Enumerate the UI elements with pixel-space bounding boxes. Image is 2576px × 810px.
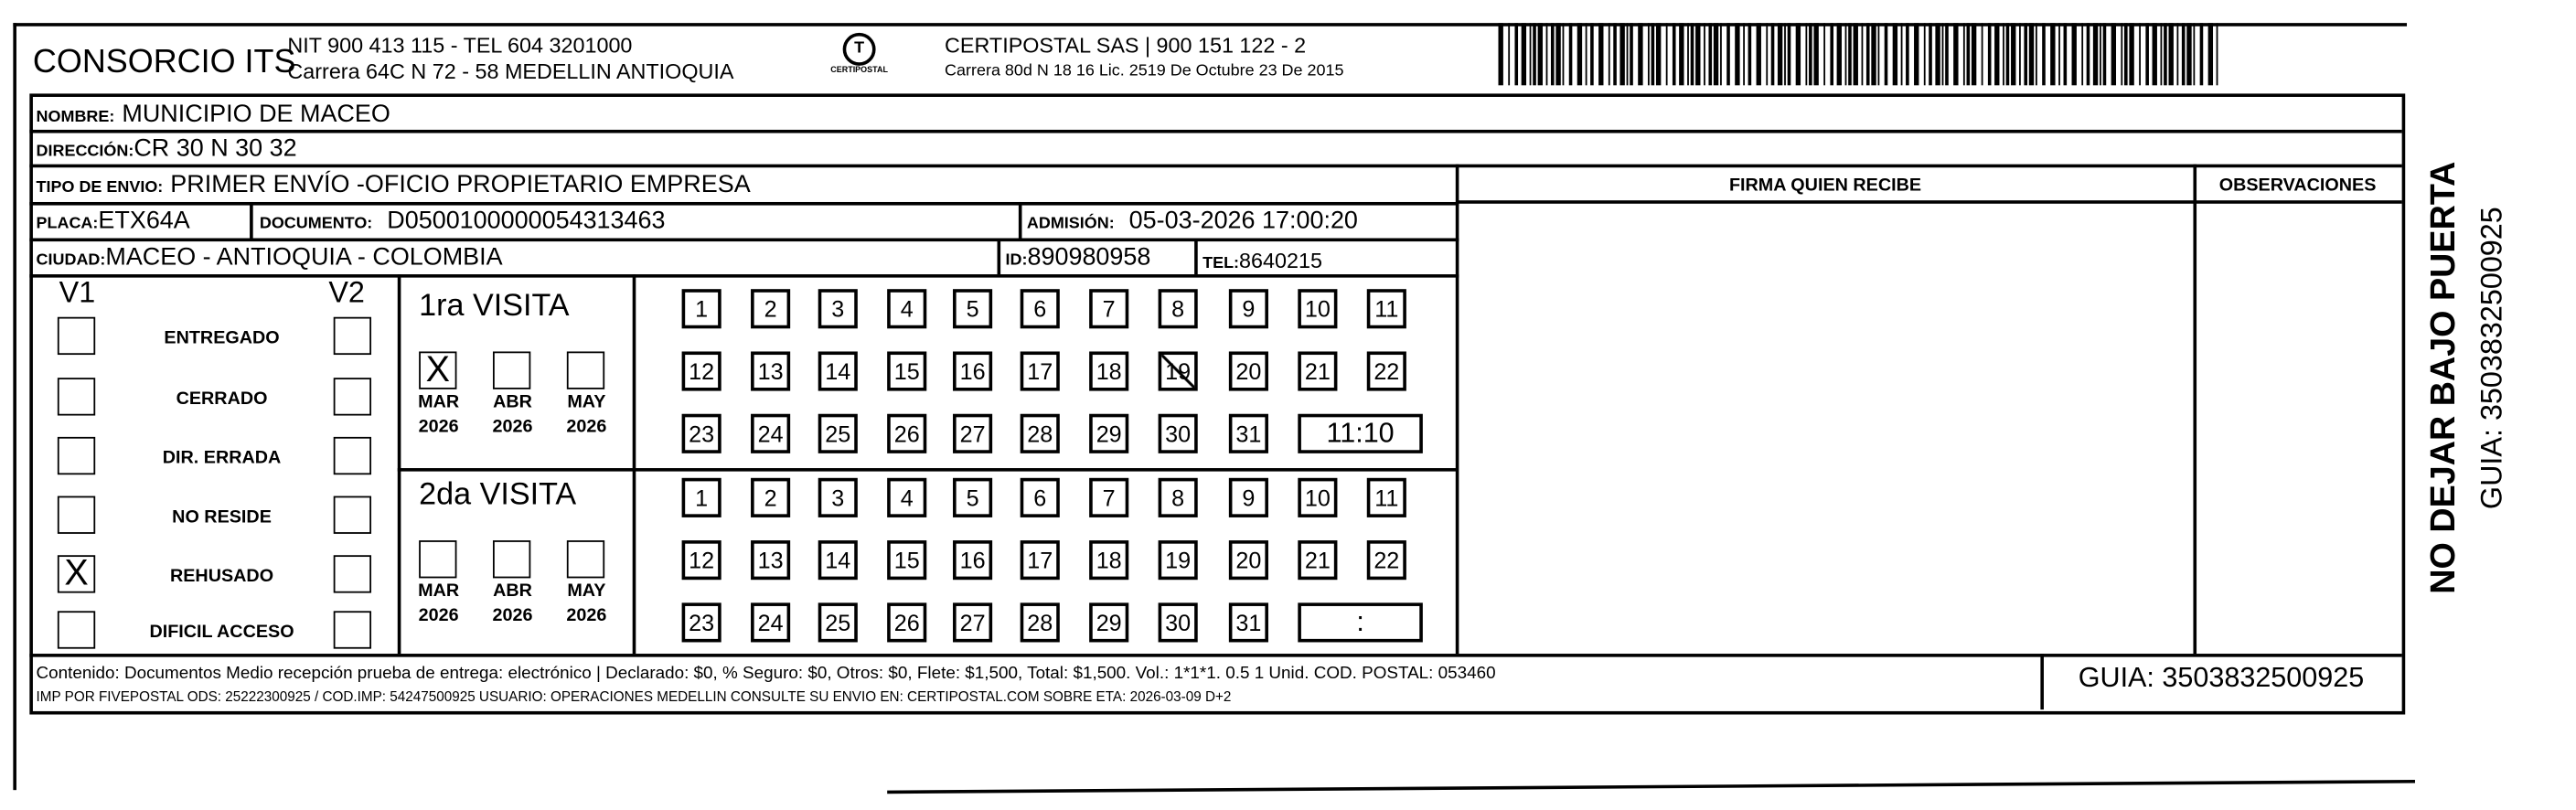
documento-value: D0500100000054313463 [387, 207, 666, 235]
barcode-bar [1609, 23, 1610, 85]
tel-value: 8640215 [1239, 248, 1322, 273]
month-label: MAR [418, 581, 460, 602]
barcode-bar [1862, 23, 1864, 85]
barcode-bar [1627, 23, 1629, 85]
v1-header: V1 [59, 275, 96, 309]
direccion-label: DIRECCIÓN: [36, 143, 134, 162]
v1-checkbox[interactable] [58, 437, 95, 474]
day-box[interactable]: 15 [887, 351, 926, 390]
observaciones-header: OBSERVACIONES [2218, 176, 2377, 196]
day-box[interactable]: 2 [751, 478, 790, 517]
tel-row [1202, 246, 1322, 275]
day-box[interactable]: 28 [1021, 602, 1060, 642]
barcode-bar [1619, 23, 1624, 85]
barcode-bar [2042, 23, 2046, 85]
barcode-bar [1766, 23, 1768, 85]
barcode-bar [1942, 23, 1944, 85]
documento-label: DOCUMENTO: [259, 215, 373, 234]
signature-area[interactable] [1459, 204, 2191, 652]
day-box[interactable]: 11 [1367, 478, 1406, 517]
day-box[interactable]: 25 [818, 414, 858, 453]
company-name: CONSORCIO ITS [32, 44, 296, 81]
barcode-bar [1901, 23, 1903, 85]
barcode-bar [2058, 23, 2060, 85]
barcode-bar [1546, 23, 1548, 85]
day-box[interactable]: 9 [1229, 289, 1268, 328]
v2-header: V2 [328, 275, 365, 309]
barcode-bar [1720, 23, 1722, 85]
month-label: ABR [493, 392, 532, 412]
day-box[interactable]: 15 [887, 540, 926, 580]
ciudad-row [37, 243, 503, 272]
nombre-value: MUNICIPIO DE MACEO [122, 100, 390, 129]
day-box[interactable]: 3 [818, 289, 858, 328]
carrier-line2: Carrera 80d N 18 16 Lic. 2519 De Octubre 23 De 2015 [945, 62, 1344, 81]
barcode-bar [1695, 23, 1700, 85]
barcode-bar [2081, 23, 2083, 85]
day-box[interactable]: 1 [682, 289, 721, 328]
barcode-bar [1704, 23, 1705, 85]
day-box[interactable]: 7 [1089, 289, 1128, 328]
day-box[interactable]: 25 [818, 602, 858, 642]
barcode-bar [2169, 23, 2174, 85]
barcode-bar [1963, 23, 1965, 85]
placa-value: ETX64A [98, 207, 190, 235]
barcode-bar [1530, 23, 1532, 85]
barcode-bar [1714, 23, 1718, 85]
barcode-bar [1823, 23, 1825, 85]
day-box[interactable]: 28 [1021, 414, 1060, 453]
day-box[interactable]: 5 [953, 478, 992, 517]
barcode-bar [1651, 23, 1655, 85]
barcode-bar [2164, 23, 2167, 85]
barcode-bar [1613, 23, 1617, 85]
barcode-bar [1929, 23, 1932, 85]
company-info [287, 33, 733, 85]
barcode-bar [1648, 23, 1650, 85]
day-box[interactable]: 22 [1367, 540, 1406, 580]
company-line2: Carrera 64C N 72 - 58 MEDELLIN ANTIOQUIA [287, 59, 734, 84]
barcode-bar [2121, 23, 2122, 85]
nombre-label: NOMBRE: [36, 108, 115, 127]
status-label: NO RESIDE [172, 507, 272, 528]
month-label: MAR [418, 392, 460, 412]
barcode-bar [1778, 23, 1782, 85]
day-box[interactable]: 16 [953, 540, 992, 580]
day-box[interactable]: 27 [953, 414, 992, 453]
day-box[interactable]: 30 [1159, 602, 1198, 642]
barcode-bar [1771, 23, 1775, 85]
barcode-bar [1538, 23, 1543, 85]
barcode-bar [1551, 23, 1555, 85]
certipostal-logo: T CERTIPOSTAL [827, 33, 893, 76]
day-box[interactable]: 26 [887, 602, 926, 642]
barcode-bar [1748, 23, 1752, 85]
barcode-bar [2011, 23, 2015, 85]
footer-contents: Contenido: Documentos Medio recepción prueba de entrega: electrónico | Declarado: $0, % Seguro: $0, Otros: $0, Flete: $1,500, Total: $1,500. Vol.: 1*1*1. 0.5 1 Unid. COD. POSTAL: 053460 [36, 663, 1496, 684]
observations-area[interactable] [2197, 204, 2397, 652]
barcode-bar [1784, 23, 1786, 85]
barcode-bar [1630, 23, 1633, 85]
day-box[interactable]: 5 [953, 289, 992, 328]
day-box[interactable]: 8 [1159, 478, 1198, 517]
barcode-bar [2050, 23, 2055, 85]
tel-label: TEL: [1202, 254, 1240, 273]
v1-checkbox[interactable] [58, 611, 95, 648]
direccion-row [37, 134, 297, 164]
barcode-bar [1708, 23, 1712, 85]
barcode-bar [1935, 23, 1940, 85]
v2-checkbox[interactable] [334, 317, 371, 355]
day-box[interactable]: 17 [1021, 540, 1060, 580]
barcode-bar [1514, 23, 1518, 85]
barcode-bar [1522, 23, 1526, 85]
month-label: MAY [567, 581, 606, 602]
barcode-bar [1953, 23, 1958, 85]
barcode-bar [1796, 23, 1801, 85]
barcode-bar [1656, 23, 1661, 85]
day-box[interactable]: 14 [818, 351, 858, 390]
barcode-bar [2006, 23, 2010, 85]
day-box[interactable]: 29 [1089, 414, 1128, 453]
barcode-bar [2186, 23, 2191, 85]
barcode-bar [2129, 23, 2133, 85]
barcode-bar [1878, 23, 1880, 85]
footer-guia: GUIA: 3503832500925 [2078, 662, 2365, 694]
placa-label: PLACA: [36, 215, 99, 234]
day-box[interactable]: 12 [682, 351, 721, 390]
id-row [1006, 243, 1151, 272]
day-box[interactable]: 2 [751, 289, 790, 328]
day-box[interactable]: 13 [751, 351, 790, 390]
day-box[interactable]: 6 [1021, 478, 1060, 517]
firma-header: FIRMA QUIEN RECIBE [1728, 176, 1922, 196]
time-box[interactable]: : [1298, 602, 1423, 642]
v1-checkbox[interactable] [58, 496, 95, 534]
barcode-bar [1666, 23, 1668, 85]
month-checkbox[interactable] [567, 540, 604, 578]
day-box[interactable]: 20 [1229, 351, 1268, 390]
barcode-bar [1924, 23, 1926, 85]
barcode-bar [1805, 23, 1807, 85]
side-guia: GUIA: 3503832500925 [2474, 207, 2508, 510]
day-box[interactable]: 24 [751, 414, 790, 453]
nombre-row [37, 101, 390, 130]
id-value: 890980958 [1027, 242, 1151, 272]
barcode-bar [1866, 23, 1870, 85]
barcode-bar [1885, 23, 1888, 85]
barcode-bar [1726, 23, 1730, 85]
v2-checkbox[interactable] [334, 437, 371, 474]
month-checkbox[interactable] [493, 351, 530, 389]
barcode [1498, 23, 2229, 85]
year-label: 2026 [492, 417, 533, 437]
day-box[interactable]: 27 [953, 602, 992, 642]
day-box[interactable]: 13 [751, 540, 790, 580]
barcode-bar [2003, 23, 2004, 85]
day-box[interactable]: 10 [1298, 289, 1337, 328]
barcode-bar [2072, 23, 2077, 85]
documento-row [260, 207, 666, 236]
ciudad-value: MACEO - ANTIOQUIA - COLOMBIA [105, 242, 503, 272]
month-label: MAY [567, 392, 606, 412]
month-checkbox[interactable] [419, 540, 456, 578]
month-checkbox[interactable] [567, 351, 604, 389]
day-box[interactable]: 10 [1298, 478, 1337, 517]
barcode-bar [2208, 23, 2213, 85]
day-box[interactable]: 17 [1021, 351, 1060, 390]
barcode-bar [1743, 23, 1745, 85]
day-box[interactable]: 21 [1298, 540, 1337, 580]
status-label: CERRADO [176, 389, 268, 410]
id-label: ID: [1005, 250, 1028, 270]
admision-value: 05-03-2026 17:00:20 [1128, 207, 1358, 235]
status-label: ENTREGADO [164, 328, 280, 348]
barcode-bar [1735, 23, 1739, 85]
barcode-bar [1569, 23, 1573, 85]
barcode-bar [1598, 23, 1603, 85]
year-label: 2026 [418, 605, 459, 626]
admision-label: ADMISIÓN: [1026, 215, 1115, 234]
barcode-bar [1871, 23, 1876, 85]
barcode-bar [1830, 23, 1833, 85]
barcode-bar [2029, 23, 2034, 85]
year-label: 2026 [566, 417, 607, 437]
day-box[interactable]: 11 [1367, 289, 1406, 328]
day-box[interactable]: 9 [1229, 478, 1268, 517]
barcode-bar [1854, 23, 1858, 85]
barcode-bar [1508, 23, 1510, 85]
barcode-bar [2024, 23, 2027, 85]
barcode-bar [2100, 23, 2101, 85]
barcode-bar [2111, 23, 2116, 85]
placa-row [37, 207, 190, 236]
barcode-bar [1982, 23, 1983, 85]
barcode-bar [1533, 23, 1536, 85]
v2-checkbox[interactable] [334, 555, 371, 592]
day-box[interactable]: 22 [1367, 351, 1406, 390]
footer-imp: IMP POR FIVEPOSTAL ODS: 25222300925 / COD.IMP: 54247500925 USUARIO: OPERACIONES MEDELLIN CONSULTE SU ENVIO EN: CERTIPOSTAL.COM SOBRE ETA: 2026-03-09 D+2 [36, 687, 1232, 705]
month-label: ABR [493, 581, 532, 602]
month-checkbox[interactable] [493, 540, 530, 578]
barcode-bar [1967, 23, 1971, 85]
barcode-bar [2153, 23, 2157, 85]
barcode-bar [2103, 23, 2107, 85]
year-label: 2026 [566, 605, 607, 626]
v2-checkbox[interactable] [334, 496, 371, 534]
barcode-bar [1945, 23, 1949, 85]
barcode-bar [1893, 23, 1897, 85]
visit-title: 2da VISITA [419, 477, 577, 513]
tipo-label: TIPO DE ENVIO: [36, 178, 164, 197]
carrier-line1: CERTIPOSTAL SAS | 900 151 122 - 2 [945, 32, 1307, 58]
day-box[interactable]: 18 [1089, 351, 1128, 390]
company-line1: NIT 900 413 115 - TEL 604 3201000 [287, 32, 633, 58]
day-box[interactable]: 23 [682, 414, 721, 453]
barcode-bar [1679, 23, 1683, 85]
barcode-bar [1845, 23, 1847, 85]
barcode-bar [1837, 23, 1842, 85]
v2-checkbox[interactable] [334, 611, 371, 648]
day-box[interactable]: 4 [887, 478, 926, 517]
barcode-bar [1994, 23, 1999, 85]
month-checkbox[interactable]: X [419, 351, 456, 389]
day-box[interactable]: 8 [1159, 289, 1198, 328]
day-box[interactable]: 6 [1021, 289, 1060, 328]
barcode-bar [2093, 23, 2098, 85]
barcode-bar [1757, 23, 1761, 85]
barcode-bar [1563, 23, 1565, 85]
barcode-bar [1586, 23, 1587, 85]
year-label: 2026 [418, 417, 459, 437]
barcode-bar [2064, 23, 2068, 85]
barcode-bar [1906, 23, 1909, 85]
day-box[interactable]: 19 [1159, 540, 1198, 580]
v1-checkbox[interactable] [58, 317, 95, 355]
barcode-bar [2087, 23, 2090, 85]
time-box[interactable]: 11:10 [1298, 414, 1423, 453]
day-box[interactable]: 31 [1229, 414, 1268, 453]
v1-checkbox[interactable]: X [58, 555, 95, 592]
day-box[interactable]: 24 [751, 602, 790, 642]
barcode-bar [2182, 23, 2186, 85]
barcode-bar [2019, 23, 2021, 85]
day-box[interactable]: 31 [1229, 602, 1268, 642]
barcode-bar [1972, 23, 1976, 85]
barcode-bar [1687, 23, 1689, 85]
direccion-value: CR 30 N 30 32 [134, 134, 297, 163]
day-box[interactable]: 12 [682, 540, 721, 580]
barcode-bar [1788, 23, 1791, 85]
tipo-value: PRIMER ENVÍO -OFICIO PROPIETARIO EMPRESA [170, 170, 751, 199]
no-dejar-warning: NO DEJAR BAJO PUERTA [2424, 161, 2464, 594]
barcode-bar [2200, 23, 2204, 85]
day-box[interactable]: 19 [1159, 351, 1198, 390]
barcode-bar [2161, 23, 2163, 85]
admision-row [1027, 207, 1358, 236]
barcode-bar [1498, 23, 1502, 85]
v2-checkbox[interactable] [334, 378, 371, 415]
status-label: REHUSADO [169, 566, 274, 587]
year-label: 2026 [492, 605, 533, 626]
barcode-bar [2217, 23, 2218, 85]
barcode-bar [2193, 23, 2195, 85]
barcode-bar [2176, 23, 2178, 85]
barcode-bar [1577, 23, 1582, 85]
day-box[interactable]: 14 [818, 540, 858, 580]
barcode-bar [1638, 23, 1642, 85]
day-box[interactable]: 29 [1089, 602, 1128, 642]
barcode-bar [1914, 23, 1919, 85]
barcode-bar [1673, 23, 1676, 85]
barcode-bar [2124, 23, 2128, 85]
barcode-bar [1988, 23, 1992, 85]
barcode-bar [1813, 23, 1818, 85]
day-box[interactable]: 21 [1298, 351, 1337, 390]
visit-title: 1ra VISITA [419, 289, 570, 324]
status-label: DIR. ERRADA [162, 448, 282, 469]
barcode-bar [2036, 23, 2037, 85]
barcode-bar [1809, 23, 1812, 85]
day-box[interactable]: 18 [1089, 540, 1128, 580]
barcode-bar [1555, 23, 1560, 85]
tipo-row [37, 171, 751, 200]
barcode-bar [1691, 23, 1694, 85]
day-box[interactable]: 30 [1159, 414, 1198, 453]
barcode-bar [1590, 23, 1594, 85]
day-box[interactable]: 26 [887, 414, 926, 453]
day-box[interactable]: 4 [887, 289, 926, 328]
day-box[interactable]: 20 [1229, 540, 1268, 580]
day-box[interactable]: 7 [1089, 478, 1128, 517]
day-box[interactable]: 23 [682, 602, 721, 642]
status-label: DIFICIL ACCESO [149, 622, 294, 643]
ciudad-label: CIUDAD: [36, 250, 106, 270]
barcode-bar [2145, 23, 2149, 85]
day-box[interactable]: 16 [953, 351, 992, 390]
day-box[interactable]: 1 [682, 478, 721, 517]
barcode-bar [2139, 23, 2141, 85]
v1-checkbox[interactable] [58, 378, 95, 415]
day-box[interactable]: 3 [818, 478, 858, 517]
barcode-bar [1848, 23, 1852, 85]
carrier-info [945, 33, 1343, 85]
